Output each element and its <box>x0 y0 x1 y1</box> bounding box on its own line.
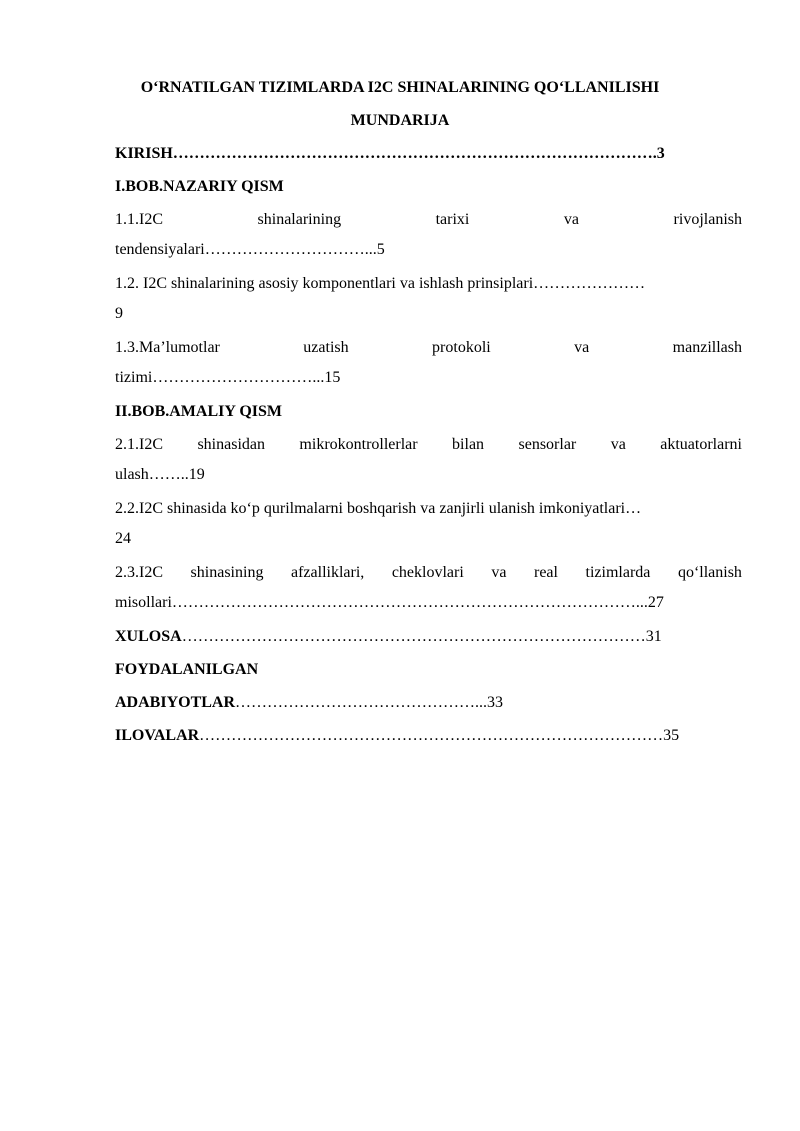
word: va <box>491 564 507 581</box>
document-subtitle: MUNDARIJA <box>350 112 450 129</box>
word: 1.3.Ma’lumotlar <box>115 339 220 356</box>
word: afzalliklari, <box>290 564 365 581</box>
word: va <box>574 339 590 356</box>
word: mikrokontrollerlar <box>299 436 418 453</box>
toc-entry-1-1-line2: tendensiyalari…………………………...5 <box>115 241 385 258</box>
word: qo‘llanish <box>677 564 742 581</box>
word: protokoli <box>432 339 491 356</box>
toc-entry-1-2-line1: 1.2. I2C shinalarining asosiy komponentlari va ishlash prinsiplari………………… <box>115 275 646 292</box>
toc-dots: ……………………………………………………………………………31 <box>181 628 662 645</box>
word: 2.1.I2C <box>115 436 163 453</box>
word: rivojlanish <box>673 211 742 228</box>
word: va <box>610 436 626 453</box>
toc-entry-2-3-line1 <box>115 563 742 583</box>
toc-entry-1-2-line2: 9 <box>115 305 123 322</box>
toc-entry-2-1-line2: ulash……..19 <box>115 466 205 483</box>
word: manzillash <box>672 339 742 356</box>
word: aktuatorlarni <box>660 436 742 453</box>
toc-entry-2-2-line1: 2.2.I2C shinasida ko‘p qurilmalarni boshqarish va zanjirli ulanish imkoniyatlari… <box>115 500 642 517</box>
toc-entry-kirish: KIRISH……………………………………………………………………………….3 <box>115 145 665 162</box>
toc-entry-2-2-line2: 24 <box>115 530 131 547</box>
word: cheklovlari <box>391 564 464 581</box>
toc-entry-2-1-line1 <box>115 435 742 455</box>
toc-entry-1-1-line1 <box>115 210 742 230</box>
word: tizimlarda <box>585 564 651 581</box>
word: 1.1.I2C <box>115 211 163 228</box>
word: 2.3.I2C <box>115 564 163 581</box>
toc-entry-2-3-line2: misollari……………………………………………………………………………...27 <box>115 594 664 611</box>
toc-label: ILOVALAR <box>115 727 200 744</box>
toc-entry-1-3-line1 <box>115 338 742 358</box>
word: va <box>563 211 580 228</box>
toc-entry-foydalanilgan-line2 <box>115 693 503 713</box>
toc-entry-xulosa <box>115 627 662 647</box>
toc-label: XULOSA <box>115 628 182 645</box>
word: real <box>534 564 558 581</box>
word: sensorlar <box>518 436 577 453</box>
toc-dots: ………………………………………...33 <box>235 694 504 711</box>
word: bilan <box>452 436 485 453</box>
word: tarixi <box>435 211 470 228</box>
word: shinalarining <box>257 211 342 228</box>
word: shinasidan <box>197 436 265 453</box>
toc-chapter-2: II.BOB.AMALIY QISM <box>115 403 282 420</box>
toc-entry-foydalanilgan-line1: FOYDALANILGAN <box>115 661 259 678</box>
word: shinasining <box>190 564 264 581</box>
toc-entry-1-3-line2: tizimi…………………………...15 <box>115 369 341 386</box>
toc-dots: ……………………………………………………………………………35 <box>199 727 680 744</box>
document-title: O‘RNATILGAN TIZIMLARDA I2C SHINALARINING QO‘LLANILISHI <box>140 79 660 96</box>
word: uzatish <box>303 339 349 356</box>
toc-label: ADABIYOTLAR <box>115 694 236 711</box>
toc-chapter-1: I.BOB.NAZARIY QISM <box>115 178 284 195</box>
toc-entry-ilovalar <box>115 726 679 746</box>
